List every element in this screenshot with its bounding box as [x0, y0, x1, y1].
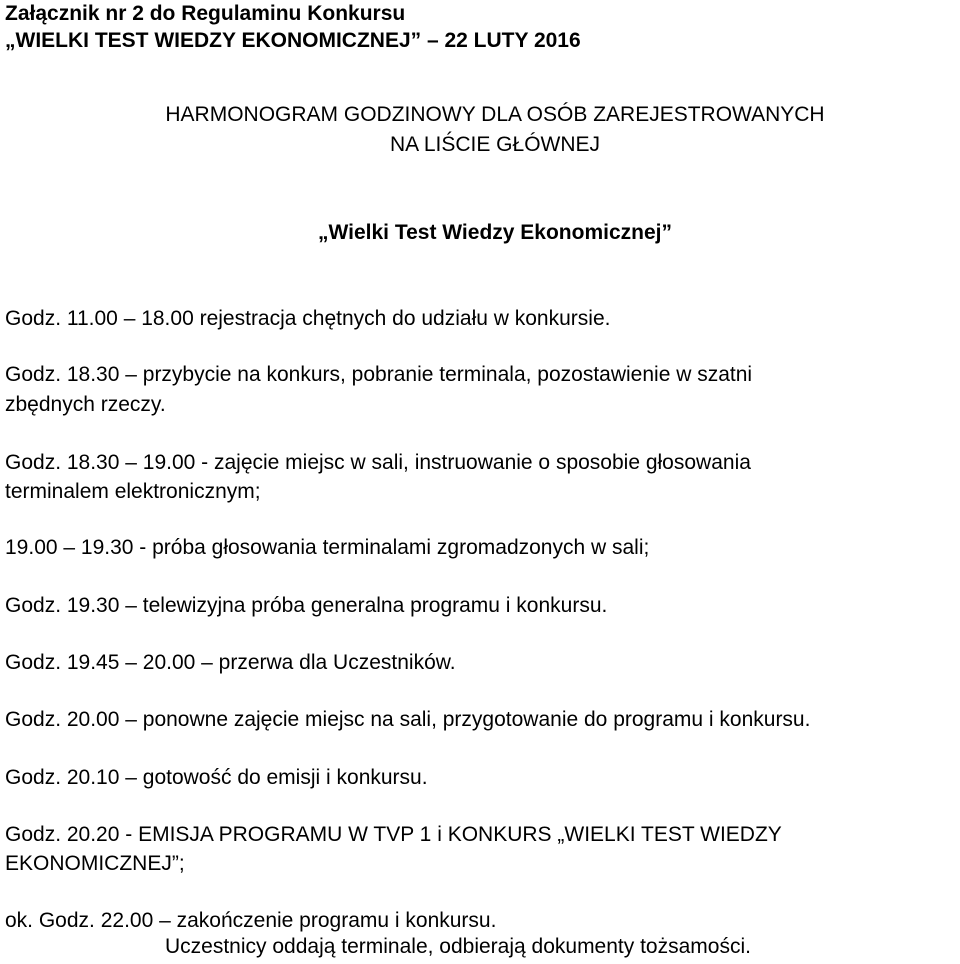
- schedule-item-9-line-1: Godz. 20.20 - EMISJA PROGRAMU W TVP 1 i KONKURS „WIELKI TEST WIEDZY: [5, 823, 782, 846]
- schedule-item-9-line-2: EKONOMICZNEJ”;: [5, 852, 185, 875]
- schedule-item-3-line-1: Godz. 18.30 – 19.00 - zajęcie miejsc w sali, instruowanie o sposobie głosowania: [5, 451, 751, 474]
- schedule-item-1: Godz. 11.00 – 18.00 rejestracja chętnych do udziału w konkursie.: [5, 307, 611, 330]
- schedule-item-8: Godz. 20.10 – gotowość do emisji i konkursu.: [5, 766, 428, 789]
- title-line-1: HARMONOGRAM GODZINOWY DLA OSÓB ZAREJESTROWANYCH: [165, 103, 825, 126]
- subtitle: „Wielki Test Wiedzy Ekonomicznej”: [318, 221, 672, 244]
- schedule-item-7: Godz. 20.00 – ponowne zajęcie miejsc na sali, przygotowanie do programu i konkursu.: [5, 708, 811, 731]
- title-line-2: NA LIŚCIE GŁÓWNEJ: [389, 133, 601, 156]
- schedule-item-4: 19.00 – 19.30 - próba głosowania terminalami zgromadzonych w sali;: [5, 536, 650, 559]
- schedule-item-3-line-2: terminalem elektronicznym;: [5, 480, 261, 503]
- header-contest-line: „WIELKI TEST WIEDZY EKONOMICZNEJ” – 22 LUTY 2016: [5, 29, 581, 52]
- header-annex-line: Załącznik nr 2 do Regulaminu Konkursu: [5, 2, 406, 25]
- schedule-item-10-line-2: Uczestnicy oddają terminale, odbierają dokumenty tożsamości.: [165, 935, 751, 958]
- schedule-item-2-line-1: Godz. 18.30 – przybycie na konkurs, pobranie terminala, pozostawienie w szatni: [5, 363, 753, 386]
- schedule-item-6: Godz. 19.45 – 20.00 – przerwa dla Uczestników.: [5, 651, 456, 674]
- schedule-item-10-line-1: ok. Godz. 22.00 – zakończenie programu i konkursu.: [5, 909, 497, 932]
- schedule-item-5: Godz. 19.30 – telewizyjna próba generalna programu i konkursu.: [5, 594, 608, 617]
- schedule-item-2-line-2: zbędnych rzeczy.: [5, 393, 166, 416]
